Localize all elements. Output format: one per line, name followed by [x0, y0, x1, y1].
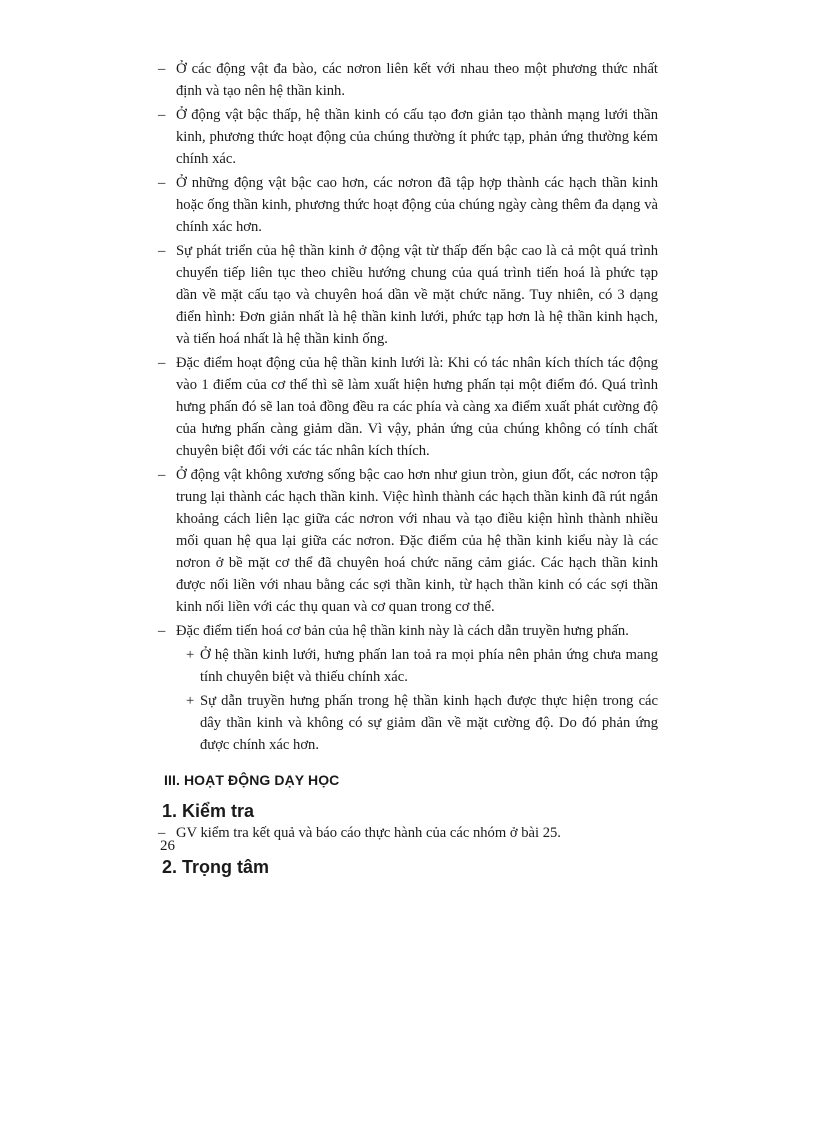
bullet-text: Sự phát triển của hệ thần kinh ở động vật từ thấp đến bậc cao là cả một quá trình chuyển tiếp liên tục theo chiều hướng chung của quá trình tiến hoá là phức tạp dần về mặt cấu tạo và chuyên hoá dần về mặt chức năng. Tuy nhiên, có 3 dạng điển hình: Đơn giản nhất là hệ thần kinh lưới, phức tạp hơn là hệ thần kinh hạch, và tiến hoá nhất là hệ thần kinh ống. — [176, 243, 658, 347]
heading-trong-tam: 2. Trọng tâm — [162, 857, 270, 877]
sub-bullet-text: Ở hệ thần kinh lưới, hưng phấn lan toả ra mọi phía nên phản ứng chưa mang tính chuyên biệt và thiếu chính xác. — [200, 647, 658, 685]
dash-marker: – — [158, 467, 166, 483]
bullet-text: Đặc điểm hoạt động của hệ thần kinh lưới là: Khi có tác nhân kích thích tác động vào 1 điểm của cơ thể thì sẽ làm xuất hiện hưng phấn tại một điểm đó. Quá trình hưng phấn đó sẽ lan toả đồng đều ra các phía và càng xa điểm xuất phát cường độ của hưng phấn càng giảm dần. Vì vậy, phản ứng của chúng không có tính chất chuyên biệt đối với các tác nhân kích thích. — [176, 355, 658, 459]
sub-bullet-item — [158, 644, 658, 688]
page-content — [158, 58, 658, 878]
dash-marker: – — [158, 355, 166, 371]
bullet-text: Ở động vật không xương sống bậc cao hơn như giun tròn, giun đốt, các nơron tập trung lại thành các hạch thần kinh. Việc hình thành các hạch thần kinh đã rút ngắn khoảng cách liên lạc giữa các nơron với nhau và tạo điều kiện hình thành nhiều mối quan hệ qua lại giữa các nơron. Đặc điểm của hệ thần kinh kiểu này là các nơron ở bề mặt cơ thể đã chuyên hoá chức năng cảm giác. Các hạch thần kinh được nối liền với nhau bằng các sợi thần kinh, từ hạch thần kinh có các sợi thần kinh nối liền với các thụ quan và cơ quan trong cơ thể. — [176, 467, 658, 615]
bullet-text: GV kiểm tra kết quả và báo cáo thực hành của các nhóm ở bài 25. — [176, 825, 561, 841]
section-heading: III. HOẠT ĐỘNG DẠY HỌC — [164, 772, 340, 788]
bullet-item — [158, 104, 658, 170]
bullet-item — [158, 58, 658, 102]
dash-marker: – — [158, 175, 166, 191]
page-number: 26 — [160, 838, 175, 854]
dash-marker: – — [158, 623, 166, 639]
heading-kiem-tra: 1. Kiểm tra — [162, 801, 255, 821]
dash-marker: – — [158, 243, 166, 259]
plus-marker: + — [186, 647, 195, 663]
bullet-item — [158, 240, 658, 350]
bullet-item — [158, 620, 658, 642]
bullet-text: Ở động vật bậc thấp, hệ thần kinh có cấu tạo đơn giản tạo thành mạng lưới thần kinh, phương thức hoạt động của chúng thường ít phức tạp, phản ứng thường kém chính xác. — [176, 107, 658, 167]
dash-marker: – — [158, 61, 166, 77]
plus-marker: + — [186, 693, 195, 709]
sub-bullet-item — [158, 690, 658, 756]
dash-marker: – — [158, 825, 166, 841]
bullet-item — [158, 464, 658, 618]
bullet-text: Ở các động vật đa bào, các nơron liên kết với nhau theo một phương thức nhất định và tạo nên hệ thần kinh. — [176, 61, 658, 99]
dash-marker: – — [158, 107, 166, 123]
bullet-text: Ở những động vật bậc cao hơn, các nơron đã tập hợp thành các hạch thần kinh hoặc ống thần kinh, phương thức hoạt động của chúng ngày càng thêm đa dạng và chính xác hơn. — [176, 175, 658, 235]
sub-bullet-text: Sự dẫn truyền hưng phấn trong hệ thần kinh hạch được thực hiện trong các dây thần kinh và không có sự giảm dần về mặt cường độ. Do đó phản ứng được chính xác hơn. — [200, 693, 658, 753]
bullet-item — [158, 172, 658, 238]
bullet-text: Đặc điểm tiến hoá cơ bản của hệ thần kinh này là cách dẫn truyền hưng phấn. — [176, 623, 629, 639]
bullet-item — [158, 822, 658, 844]
bullet-item — [158, 352, 658, 462]
